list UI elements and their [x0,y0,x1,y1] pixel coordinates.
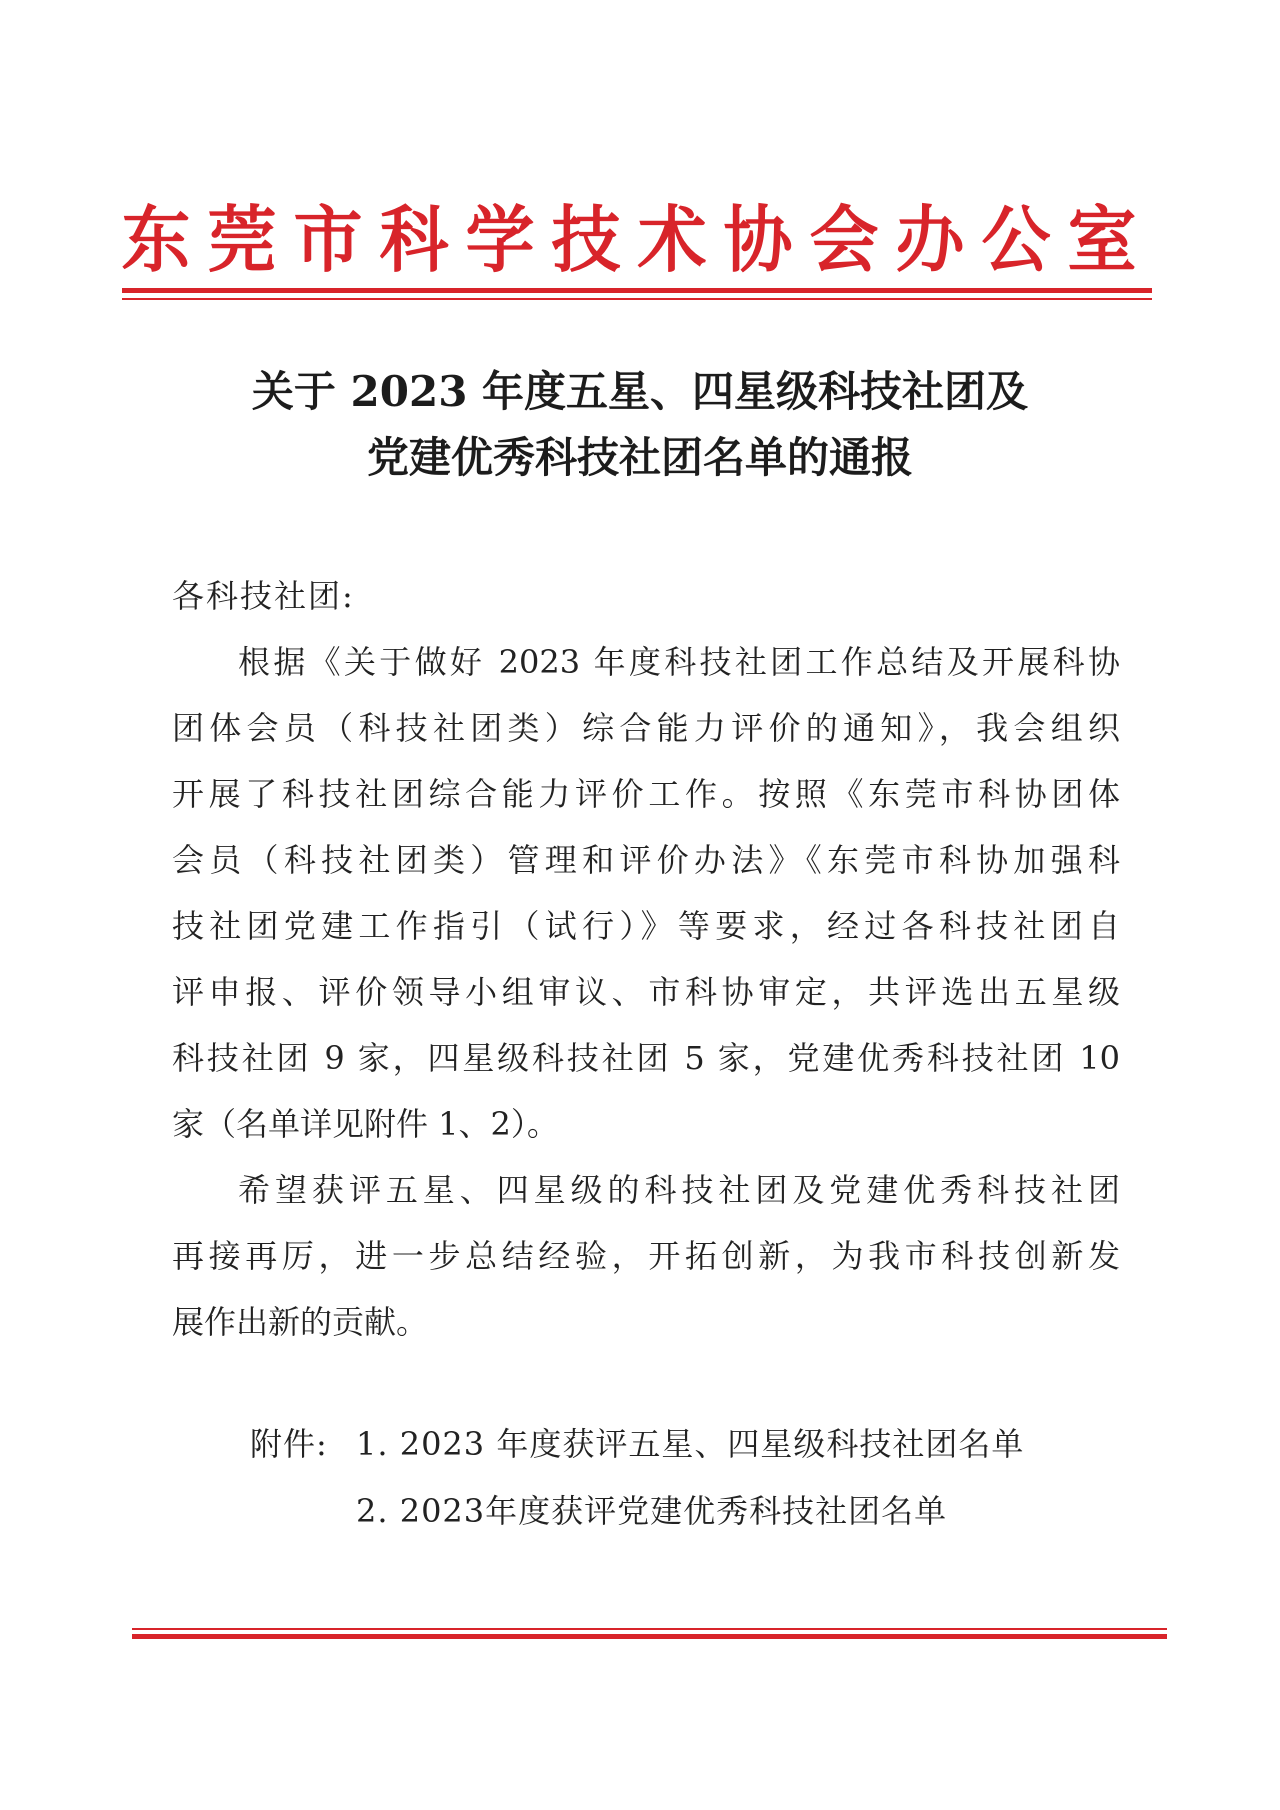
paragraph-2-line: 展作出新的贡献。 [172,1303,429,1341]
masthead-rule-thick [122,288,1152,293]
masthead-org-name: 东莞市科学技术协会办公室 [121,197,1154,283]
attachments-label: 附件: [250,1425,328,1463]
paragraph-2-line: 再接再厉，进一步总结经验，开拓创新，为我市科技创新发 [172,1237,1120,1275]
paragraph-1-line: 科技社团 9 家，四星级科技社团 5 家，党建优秀科技社团 10 [172,1039,1120,1077]
attachment-item: 2. 2023年度获评党建优秀科技社团名单 [356,1492,948,1530]
paragraph-1-line: 根据《关于做好 2023 年度科技社团工作总结及开展科协 [238,643,1120,681]
paragraph-1-line: 评申报、评价领导小组审议、市科协审定，共评选出五星级 [172,973,1120,1011]
document-title-line-1: 关于 2023 年度五星、四星级科技社团及 [251,367,1029,416]
attachment-item: 1. 2023 年度获评五星、四星级科技社团名单 [356,1425,1025,1463]
masthead-rule-thin [122,298,1152,300]
footer-rule-thick [132,1634,1167,1639]
paragraph-1-line: 团体会员（科技社团类）综合能力评价的通知》，我会组织 [172,709,1120,747]
footer-rule-thin [132,1628,1167,1630]
paragraph-1-line: 技社团党建工作指引（试行）》等要求，经过各科技社团自 [172,907,1120,945]
salutation: 各科技社团: [172,577,355,615]
document-title-line-2: 党建优秀科技社团名单的通报 [366,433,913,482]
paragraph-2-line: 希望获评五星、四星级的科技社团及党建优秀科技社团 [238,1171,1120,1209]
paragraph-1-line: 会员（科技社团类）管理和评价办法》《东莞市科协加强科 [172,841,1120,879]
paragraph-1-line: 开展了科技社团综合能力评价工作。按照《东莞市科协团体 [172,775,1120,813]
paragraph-1-line: 家（名单详见附件 1、2）。 [172,1105,559,1143]
